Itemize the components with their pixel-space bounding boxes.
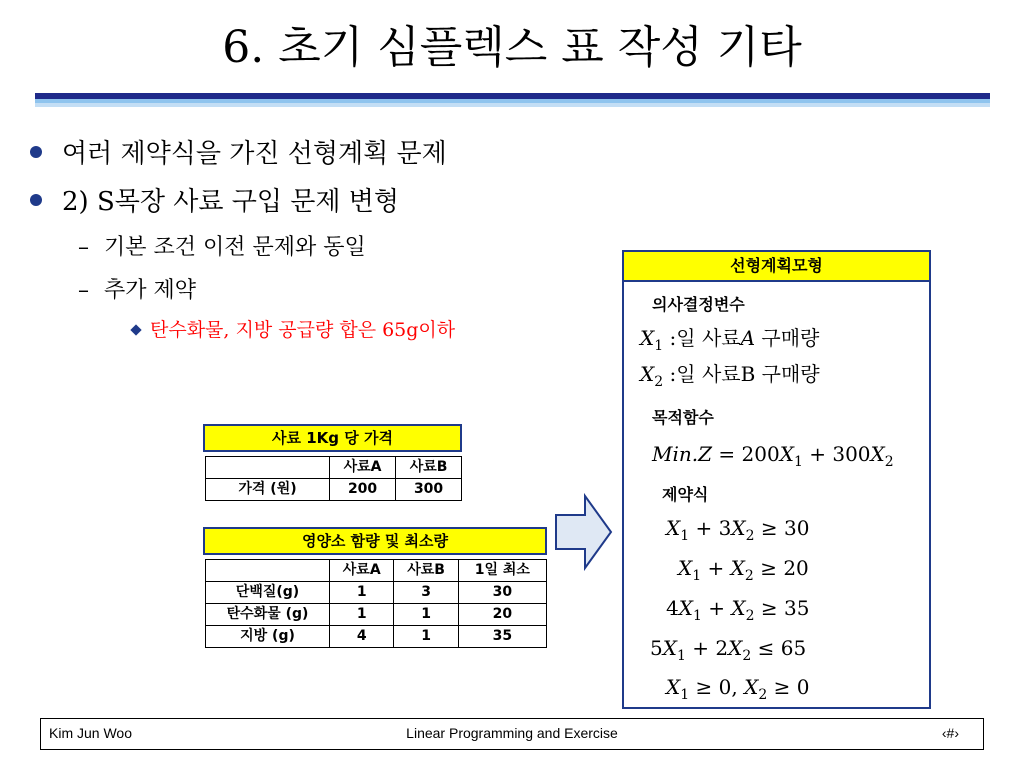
coef: 5: [650, 636, 663, 660]
operator: ≥: [760, 596, 778, 620]
price-table-caption: 사료 1Kg 당 가격: [203, 424, 462, 452]
var-symbol: X: [640, 326, 655, 350]
colon: :: [669, 326, 677, 350]
rhs: 20: [783, 556, 809, 580]
table-header-a: 사료A: [330, 457, 396, 479]
table-cell: 1: [330, 582, 394, 604]
table-row: [206, 604, 547, 626]
constraint-4: $5X_1 + 2X_2 \le 65$: [650, 636, 807, 664]
row-label: 지방 (g): [206, 626, 330, 648]
row-label: 단백질(g): [206, 582, 330, 604]
table-row: [206, 479, 462, 501]
table-cell: 1: [394, 604, 458, 626]
row-label: 가격 (원): [206, 479, 330, 501]
table-cell: [206, 560, 330, 582]
feed-name: B: [740, 362, 756, 386]
bullet-dot-icon: [30, 146, 42, 158]
constraint-3: $4X_1 + X_2 \ge 35$: [666, 596, 810, 624]
footer: [40, 718, 984, 750]
footer-page-number: ‹#›: [941, 725, 959, 741]
constraints-label: 제약식: [662, 485, 709, 504]
feed-name: A: [740, 326, 756, 350]
rhs: 30: [784, 516, 810, 540]
var-subscript: 2: [654, 374, 664, 390]
table-row: [206, 457, 462, 479]
sub-bullet-2: [78, 273, 196, 304]
var-subscript: 1: [676, 648, 686, 664]
objective-label: 목적함수: [652, 408, 714, 427]
coef-1: 200: [741, 442, 780, 466]
footer-author: Kim Jun Woo: [49, 725, 132, 741]
dash-icon: –: [78, 235, 89, 260]
lp-model-header: 선형계획모형: [624, 252, 929, 282]
bullet-2: [30, 181, 399, 218]
coef: 2: [715, 636, 729, 660]
sub-bullet-2-text: 추가 제약: [104, 278, 197, 303]
coef: 3: [718, 516, 732, 540]
table-cell: 1: [394, 626, 458, 648]
table-cell: 20: [458, 604, 546, 626]
equals: =: [718, 442, 736, 466]
table-header-b: 사료B: [396, 457, 462, 479]
var-subscript: 2: [745, 608, 755, 624]
var-subscript: 2: [744, 568, 754, 584]
operator: ≤: [757, 636, 775, 660]
bullet-dot-icon: [30, 194, 42, 206]
var-subscript: 1: [793, 454, 803, 470]
table-row: [206, 626, 547, 648]
right-arrow-icon: [553, 492, 615, 572]
bullet-1-text: 여러 제약식을 가진 선형계획 문제: [62, 139, 447, 169]
constraint-2: $X_1 + X_2 \ge 20$: [678, 556, 809, 584]
price-table: [205, 456, 462, 501]
constraint-note-text: 탄수화물, 지방 공급량 합은 65g이하: [150, 319, 456, 341]
nutrient-table-caption: 영양소 함량 및 최소량: [203, 527, 547, 555]
table-header-a: 사료A: [330, 560, 394, 582]
bullet-1: [30, 133, 447, 170]
operator: ≥: [760, 516, 778, 540]
table-header-b: 사료B: [394, 560, 458, 582]
table-cell: 1: [330, 604, 394, 626]
bullet-2-text: 2) S목장 사료 구입 문제 변형: [62, 187, 399, 217]
nonneg-1: ≥ 0,: [695, 675, 738, 699]
var-text-2: 구매량: [761, 362, 820, 386]
nonnegativity: $X_1 \ge 0$, $X_2 \ge 0$: [666, 675, 810, 703]
var-subscript: 2: [745, 528, 755, 544]
decision-var-2: [640, 358, 820, 390]
plus: +: [809, 442, 826, 466]
var-subscript: 1: [692, 568, 702, 584]
var-text-2: 구매량: [761, 326, 820, 350]
var-subscript: 1: [680, 687, 690, 703]
objective-function: [652, 442, 894, 470]
nutrient-table: [205, 559, 547, 648]
var-subscript: 1: [680, 528, 690, 544]
var-symbol: X: [870, 442, 885, 466]
table-cell: 300: [396, 479, 462, 501]
table-row: [206, 582, 547, 604]
constraint-1: $X_1 + 3X_2 \ge 30$: [666, 516, 810, 544]
rhs: 65: [780, 636, 807, 660]
sub-bullet-1-text: 기본 조건 이전 문제와 동일: [104, 235, 366, 260]
var-subscript: 2: [742, 648, 752, 664]
dash-icon: –: [78, 278, 89, 303]
table-row: [206, 560, 547, 582]
page-title: 6. 초기 심플렉스 표 작성 기타: [222, 22, 802, 73]
var-subscript: 1: [692, 608, 702, 624]
row-label: 탄수화물 (g): [206, 604, 330, 626]
title-divider-light: [35, 103, 990, 107]
table-header-min: 1일 최소: [458, 560, 546, 582]
rhs: 35: [784, 596, 810, 620]
nonneg-2: ≥ 0: [773, 675, 810, 699]
coef-2: 300: [832, 442, 871, 466]
table-cell: 30: [458, 582, 546, 604]
table-cell: 200: [330, 479, 396, 501]
table-cell: 3: [394, 582, 458, 604]
sub-bullet-1: [78, 230, 366, 261]
diamond-bullet-icon: [130, 324, 141, 335]
var-text: 일 사료: [676, 326, 741, 350]
var-subscript: 2: [884, 454, 894, 470]
table-cell: [206, 457, 330, 479]
var-text: 일 사료: [676, 362, 741, 386]
colon: :: [669, 362, 677, 386]
footer-course: Linear Programming and Exercise: [406, 725, 618, 741]
table-cell: 4: [330, 626, 394, 648]
decision-variables-label: 의사결정변수: [652, 295, 745, 314]
var-symbol: X: [640, 362, 655, 386]
min-z: Min.Z: [652, 442, 713, 466]
decision-var-1: [640, 322, 819, 354]
var-subscript: 2: [758, 687, 768, 703]
constraint-note: [132, 315, 455, 342]
var-symbol: X: [779, 442, 794, 466]
coef: 4: [666, 596, 679, 620]
table-cell: 35: [458, 626, 546, 648]
operator: ≥: [760, 556, 777, 580]
var-subscript: 1: [654, 338, 664, 354]
